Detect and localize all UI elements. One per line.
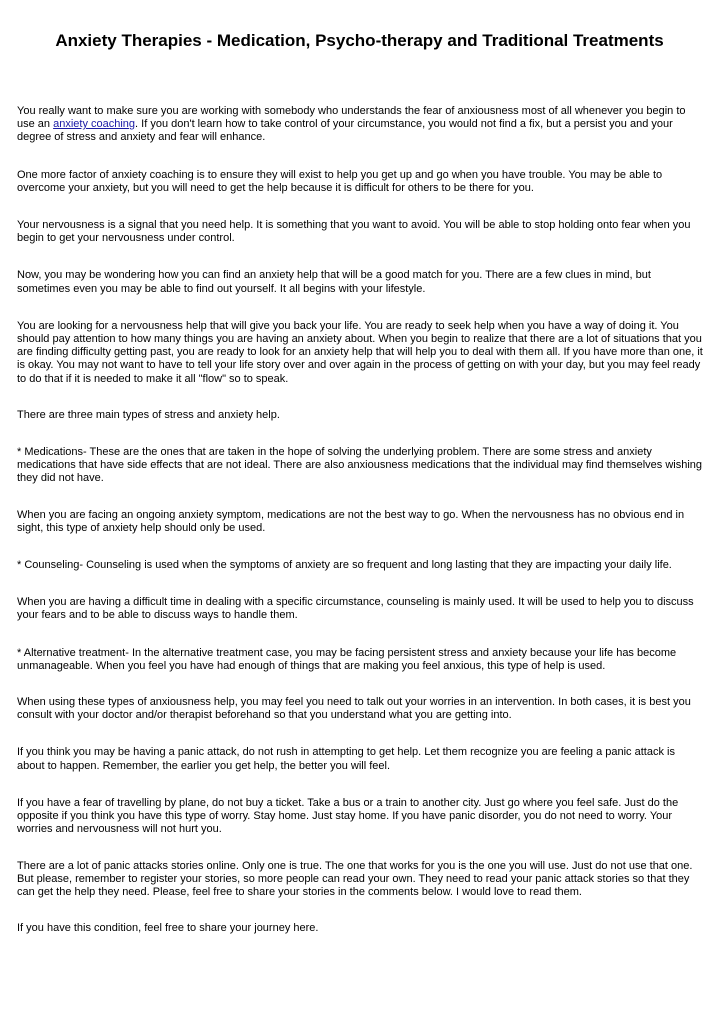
paragraph-stories: There are a lot of panic attacks stories online. Only one is true. The one that works for you is the one you will use. Just do not use that one. But please, remember to register your stories, so more people can read your own. They need to read your panic attack stories so that they can get the help they need. Please, feel free to share your stories in the comments below. I would love to read them. <box>17 859 693 898</box>
paragraph-medications: * Medications- These are the ones that are taken in the hope of solving the underlying problem. There are some stress and anxiety medications that have side effects that are not ideal. There are also anxiousness medications that the individual may find themselves wishing they did not have. <box>17 446 703 485</box>
paragraph-counseling-usage: When you are having a difficult time in dealing with a specific circumstance, counseling is mainly used. It will be used to help you to discuss your fears and to be able to discuss ways to handle them. <box>17 596 694 622</box>
article-body <box>17 105 703 959</box>
paragraph-counseling: * Counseling- Counseling is used when the symptoms of anxiety are so frequent and long lasting that they are impacting your daily life. <box>17 559 672 572</box>
paragraph-ongoing-symptom: When you are facing an ongoing anxiety symptom, medications are not the best way to go. When the nervousness has no obvious end in sight, this type of anxiety help should only be used. <box>17 508 685 534</box>
paragraph-share-journey: If you have this condition, feel free to share your journey here. <box>17 922 319 935</box>
paragraph-intervention: When using these types of anxiousness help, you may feel you need to talk out your worries in an intervention. In both cases, it is best you consult with your doctor and/or therapist beforehand so that you understand what you are getting into. <box>17 696 691 722</box>
anxiety-coaching-link[interactable]: anxiety coaching <box>53 118 136 131</box>
paragraph-nervousness-help: You are looking for a nervousness help that will give you back your life. You are ready to seek help when you have a way of doing it. You should pay attention to how many things you are having an anxiety about. When you begin to realize that there are a lot of situations that you are finding difficulty getting past, you are ready to look for an anxiety help that will help you to deal with them all. If you have more than one, it is okay. You may not want to have to tell your life story over and over again in the process of getting on with your day, but you may feel ready to do that if it is needed to make it all "flow" so to speak. <box>17 319 703 385</box>
page-title: Anxiety Therapies - Medication, Psycho-therapy and Traditional Treatments <box>55 31 664 50</box>
intro-text-after: . If you don't learn how to take control of your circumstance, you would not find a fix, but a persist you and your degree of stress and anxiety and fear will enhance. <box>17 118 673 144</box>
paragraph-finding-help: Now, you may be wondering how you can find an anxiety help that will be a good match for you. There are a few clues in mind, but sometimes even you may be able to find out yourself. It all begins with your lifestyle. <box>17 269 651 295</box>
intro-paragraph <box>17 105 703 145</box>
paragraph-support: One more factor of anxiety coaching is to ensure they will exist to help you get up and go when you have trouble. You may be able to overcome your anxiety, but you will need to get the help because it is difficult for others to be there for you. <box>17 168 663 194</box>
paragraph-three-types: There are three main types of stress and anxiety help. <box>17 408 280 421</box>
paragraph-panic-attack: If you think you may be having a panic attack, do not rush in attempting to get help. Let them recognize you are feeling a panic attack is about to happen. Remember, the earlier you get help, the better you will feel. <box>17 746 675 772</box>
intro-text-before: You really want to make sure you are working with somebody who understands the fear of anxiousness most of all whenever you begin to use an <box>17 105 686 131</box>
paragraph-nervousness-signal: Your nervousness is a signal that you need help. It is something that you want to avoid. You will be able to stop holding onto fear when you begin to get your nervousness under control. <box>17 219 691 245</box>
paragraph-travelling: If you have a fear of travelling by plane, do not buy a ticket. Take a bus or a train to another city. Just go where you feel safe. Just do the opposite if you think you have this type of worry. Stay home. Just stay home. If you have panic disorder, you do not need to worry. Your worries and nervousness will not hurt you. <box>17 796 679 836</box>
paragraph-alternative-treatment: * Alternative treatment- In the alternative treatment case, you may be facing persistent stress and anxiety because your life has become unmanageable. When you feel you have had enough of things that are making you feel anxious, this type of help is used. <box>17 646 677 672</box>
